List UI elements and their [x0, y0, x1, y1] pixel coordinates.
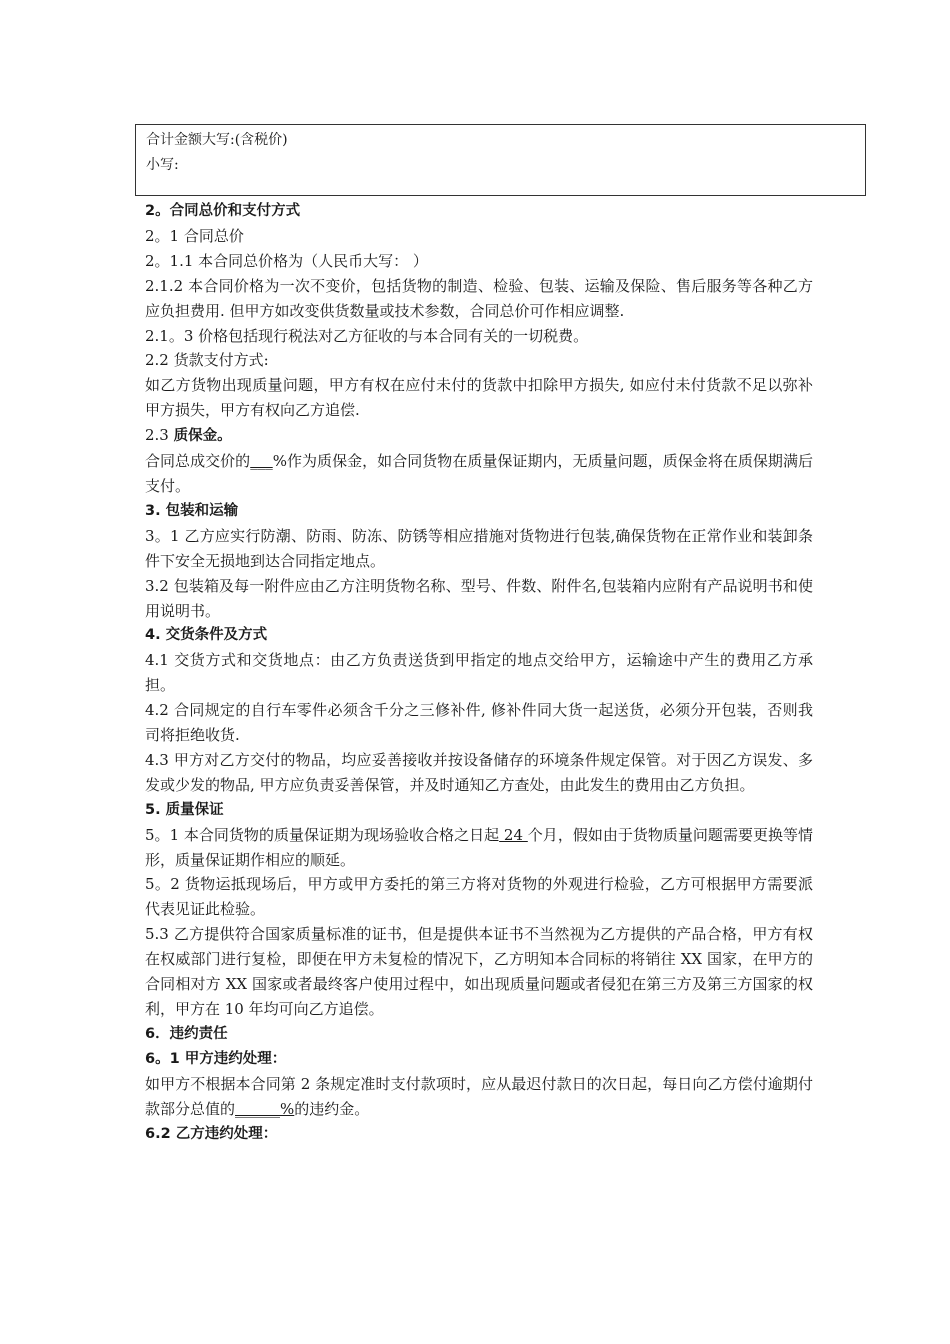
- clause-6-1-title: 6。1 甲方违约处理：: [145, 1050, 287, 1067]
- clause-2-2: 2.2 货款支付方式:: [145, 351, 269, 370]
- section-3-heading: 3. 包装和运输: [145, 502, 239, 519]
- clause-6-1-text: 如甲方不根据本合同第 2 条规定准时支付款项时，应从最迟付款日的次日起，每日向乙方偿付逾期付款部分总值的: [145, 1074, 813, 1118]
- clause-5-2: 5。2 货物运抵现场后，甲方或甲方委托的第三方将对货物的外观进行检验，乙方可根据甲方需要派代表见证此检验。: [145, 875, 813, 919]
- clause-4-1: 4.1 交货方式和交货地点：由乙方负责送货到甲指定的地点交给甲方，运输途中产生的费用乙方承担。: [145, 651, 813, 695]
- clause-5-1-text-rest: 个月，假如由于货物质量问题需要更换等情形，质量保证期作相应的顺延。: [145, 825, 814, 869]
- contract-body: [145, 199, 813, 1146]
- clause-2-1-3: 2.1。3 价格包括现行税法对乙方征收的与本合同有关的一切税费。: [145, 326, 589, 345]
- clause-2-3-text-rest: %作为质保金，如合同货物在质量保证期内，无质量问题，质保金将在质保期满后支付。: [145, 452, 813, 495]
- amount-uppercase-label: 合计金额大写:(含税价): [146, 132, 288, 148]
- clause-2-3-body: [145, 449, 813, 499]
- clause-5-1-text: 5。1 本合同货物的质量保证期为现场验收合格之日起: [145, 825, 500, 844]
- clause-2-3: [145, 423, 813, 449]
- section-2-heading: 2。合同总价和支付方式: [145, 203, 301, 219]
- clause-3-2: 3.2 包装箱及每一附件应由乙方注明货物名称、型号、件数、附件名,包装箱内应附有产品说明书和使用说明书。: [145, 576, 813, 620]
- clause-6-2-title: 6.2 乙方违约处理：: [145, 1125, 278, 1142]
- clause-6-1-text-rest: 的违约金。: [294, 1099, 370, 1118]
- clause-5-1: [145, 823, 813, 873]
- penalty-percent-blank: ______%: [235, 1099, 295, 1118]
- clause-3-1: 3。1 乙方应实行防潮、防雨、防冻、防锈等相应措施对货物进行包装,确保货物在正常作业和装卸条件下安全无损地到达合同指定地点。: [145, 526, 813, 570]
- section-5-heading: 5. 质量保证: [145, 801, 224, 818]
- clause-4-2: 4.2 合同规定的自行车零件必须含千分之三修补件, 修补件同大货一起送货，必须分开包装，否则我司将拒绝收货.: [145, 701, 813, 745]
- clause-2-1-2: 2.1.2 本合同价格为一次不变价，包括货物的制造、检验、包装、运输及保险、售后服务等各种乙方应负担费用. 但甲方如改变供货数量或技术参数，合同总价可作相应调整.: [145, 276, 813, 320]
- clause-2-3-title: 质保金。: [173, 428, 232, 445]
- clause-4-3: 4.3 甲方对乙方交付的物品，均应妥善接收并按设备储存的环境条件规定保管。对于因乙方误发、多发或少发的物品, 甲方应负责妥善保管，并及时通知乙方查处，由此发生的费用由乙方负担。: [145, 750, 813, 794]
- total-amount-box: [135, 124, 866, 196]
- amount-lowercase-label: 小写:: [146, 157, 179, 173]
- clause-2-3-number: 2.3: [145, 426, 174, 445]
- clause-6-1-body: [145, 1072, 813, 1122]
- section-4-heading: 4. 交货条件及方式: [145, 627, 268, 644]
- clause-2-3-text: 合同总成交价的: [145, 452, 251, 471]
- warranty-months-blank: 24: [499, 825, 528, 844]
- section-6-heading: 6．违约责任: [145, 1025, 228, 1042]
- clause-2-1: 2。1 合同总价: [145, 226, 244, 245]
- retention-percent-blank: ___: [250, 452, 273, 471]
- clause-2-2-body: 如乙方货物出现质量问题，甲方有权在应付未付的货款中扣除甲方损失, 如应付未付货款不足以弥补甲方损失，甲方有权向乙方追偿.: [145, 376, 813, 420]
- clause-2-1-1: 2。1.1 本合同总价格为（人民币大写： ）: [145, 251, 428, 270]
- clause-5-3: 5.3 乙方提供符合国家质量标准的证书，但是提供本证书不当然视为乙方提供的产品合格，甲方有权在权威部门进行复检，即便在甲方未复检的情况下，乙方明知本合同标的将销往 XX 国家，在甲方的合同相对方 XX 国家或者最终客户使用过程中，如出现质量问题或者侵犯在第三方及第三方国家的权利，甲方在 10 年均可向乙方追偿。: [145, 925, 813, 1018]
